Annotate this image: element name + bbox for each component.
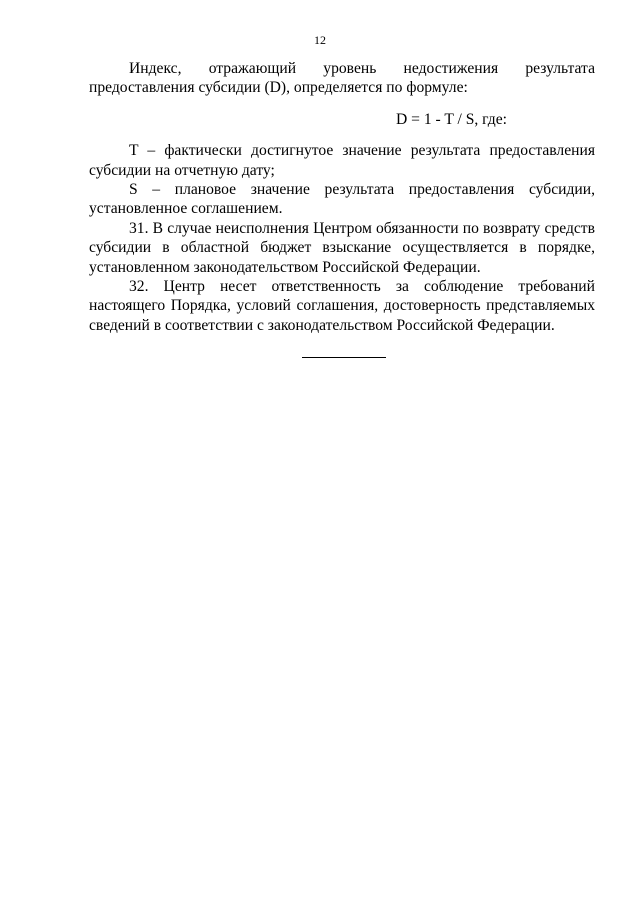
document-body [89, 59, 595, 335]
end-divider [302, 357, 386, 358]
item-31: 31. В случае неисполнения Центром обязанности по возврату средств субсидии в областной бюджет взыскание осуществляется в порядке, установленном законодательством Российской Федерации. [89, 219, 595, 276]
page-number: 12 [314, 33, 326, 47]
definition-t: T – фактически достигнутое значение результата предоставления субсидии на отчетную дату; [89, 142, 595, 179]
item-32: 32. Центр несет ответственность за соблюдение требований настоящего Порядка, условий соглашения, достоверность представляемых сведений в соответствии с законодательством Российской Федерации. [89, 278, 595, 334]
formula: D = 1 - T / S, где: [395, 110, 507, 128]
index-intro-paragraph: Индекс, отражающий уровень недостижения результата предоставления субсидии (D), определяется по формуле: [89, 60, 595, 97]
definition-s: S – плановое значение результата предоставления субсидии, установленное соглашением. [89, 181, 595, 218]
